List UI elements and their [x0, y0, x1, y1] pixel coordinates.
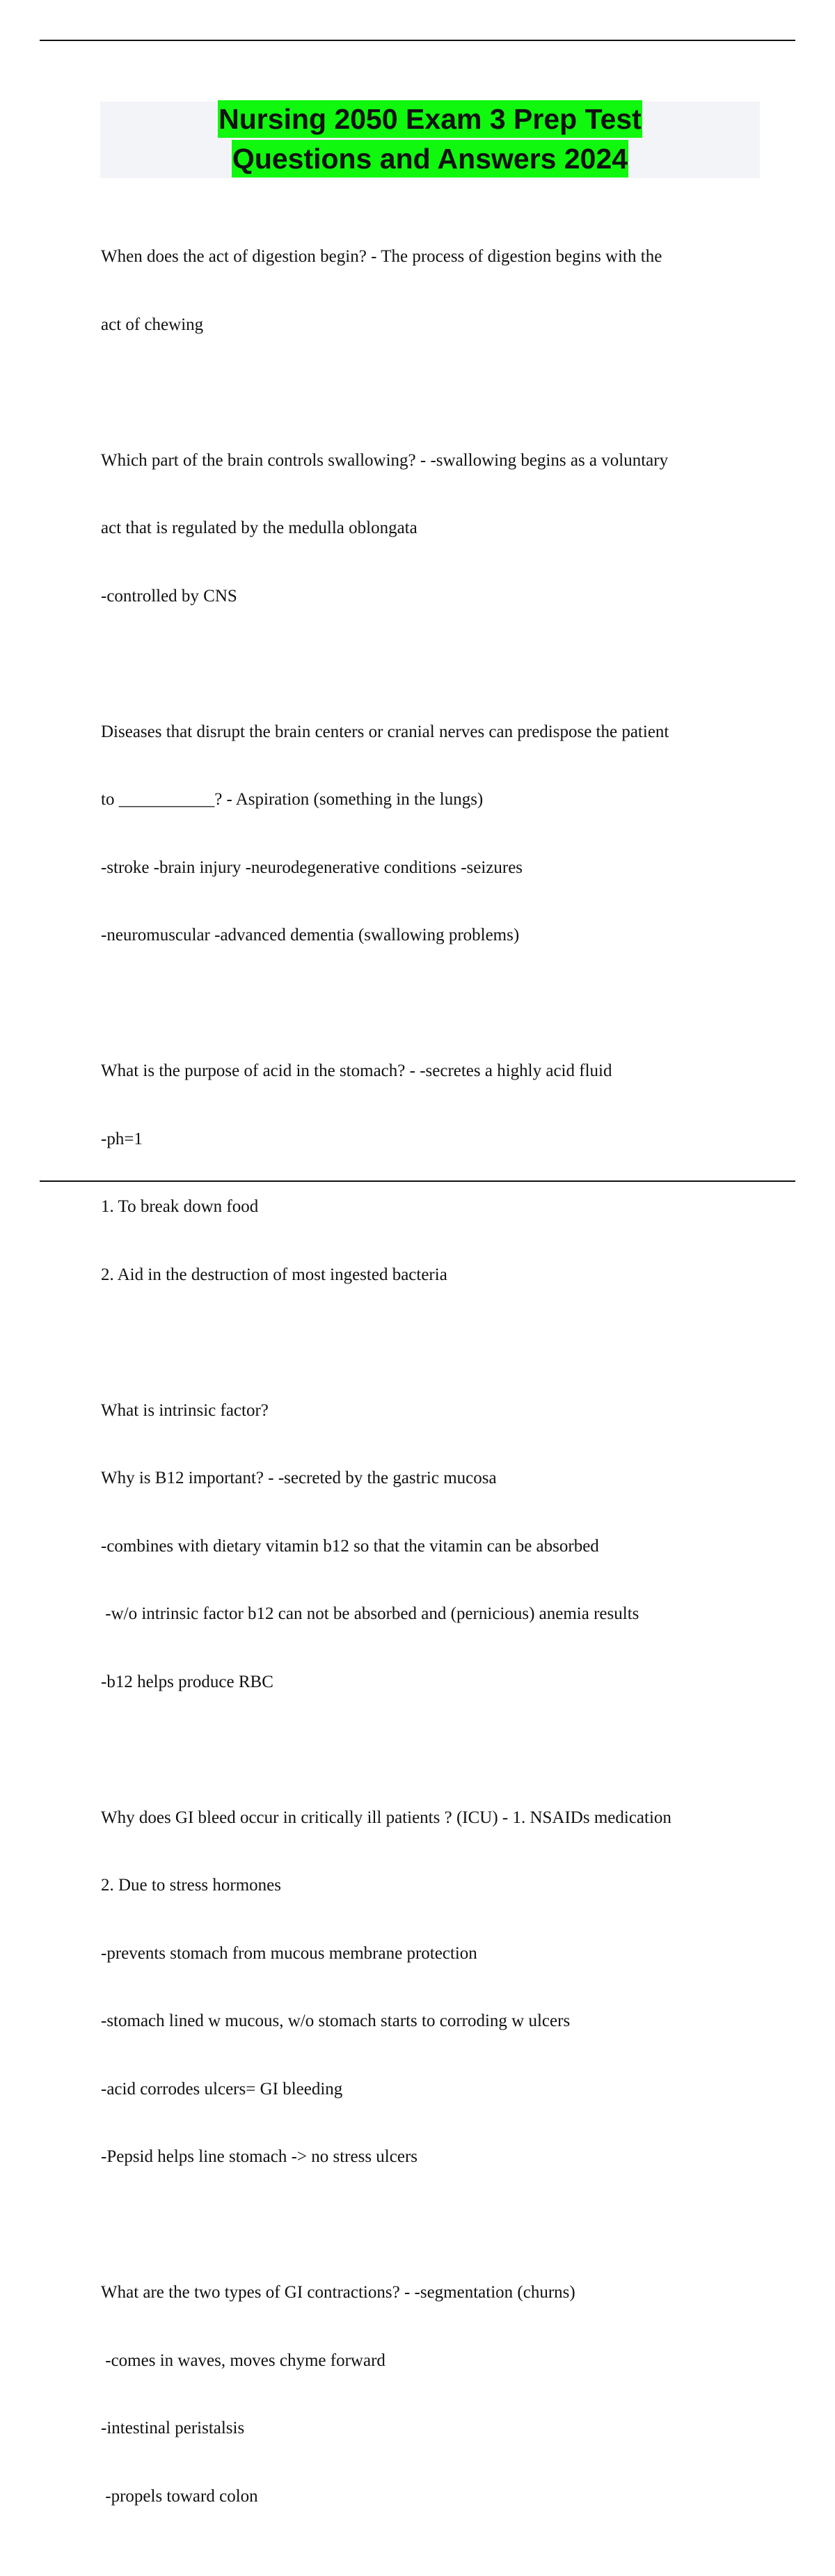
qa-line: -Pepsid helps line stomach -> no stress ulcers: [101, 2147, 418, 2166]
qa-line: -w/o intrinsic factor b12 can not be absorbed and (pernicious) anemia results: [101, 1604, 639, 1623]
qa-line: -b12 helps produce RBC: [101, 1672, 273, 1691]
qa-line: -comes in waves, moves chyme forward: [101, 2350, 385, 2370]
qa-line: -propels toward colon: [101, 2486, 258, 2506]
qa-line: 2. Aid in the destruction of most ingested bacteria: [101, 1265, 447, 1284]
qa-line: When does the act of digestion begin? - The process of digestion begins with the: [101, 247, 662, 266]
document-title: [100, 100, 760, 179]
qa-item-3: [101, 676, 755, 993]
qa-line: -intestinal peristalsis: [101, 2419, 245, 2437]
qa-line: act that is regulated by the medulla oblongata: [101, 519, 418, 537]
top-rule: [40, 40, 795, 41]
qa-line: -controlled by CNS: [101, 586, 237, 606]
qa-line: -combines with dietary vitamin b12 so that the vitamin can be absorbed: [101, 1536, 599, 1556]
qa-line: -prevents stomach from mucous membrane protection: [101, 1943, 477, 1963]
qa-content: [101, 200, 755, 2576]
title-band: [100, 102, 760, 178]
qa-line: 2. Due to stress hormones: [101, 1876, 281, 1895]
qa-line: What is intrinsic factor?: [101, 1400, 269, 1420]
qa-item-1: [101, 200, 755, 381]
qa-line: Why is B12 important? - -secreted by the gastric mucosa: [101, 1469, 497, 1487]
qa-line: Why does GI bleed occur in critically ill patients ? (ICU) - 1. NSAIDs medication: [101, 1808, 671, 1827]
qa-line: What are the two types of GI contractions? - -segmentation (churns): [101, 2283, 575, 2302]
qa-line: to ___________? - Aspiration (something in the lungs): [101, 790, 484, 809]
bottom-rule: [40, 1180, 795, 1182]
qa-line: -stroke -brain injury -neurodegenerative conditions -seizures: [101, 858, 523, 877]
qa-line: act of chewing: [101, 315, 204, 334]
title-line-1: Nursing 2050 Exam 3 Prep Test: [218, 100, 642, 138]
title-line-2: Questions and Answers 2024: [232, 140, 628, 177]
qa-line: -acid corrodes ulcers= GI bleeding: [101, 2079, 343, 2099]
qa-line: Diseases that disrupt the brain centers or cranial nerves can predispose the patient: [101, 722, 669, 741]
qa-line: -neuromuscular -advanced dementia (swallowing problems): [101, 926, 520, 945]
qa-line: -ph=1: [101, 1129, 143, 1148]
qa-item-5: [101, 1354, 755, 1739]
qa-item-7: [101, 2236, 755, 2553]
qa-line: -stomach lined w mucous, w/o stomach starts to corroding w ulcers: [101, 2012, 571, 2030]
qa-item-6: [101, 1762, 755, 2214]
qa-line: 1. To break down food: [101, 1197, 259, 1216]
qa-item-4: [101, 1015, 755, 1332]
qa-line: What is the purpose of acid in the stomach? - -secretes a highly acid fluid: [101, 1061, 612, 1080]
qa-line: Which part of the brain controls swallowing? - -swallowing begins as a voluntary: [101, 450, 669, 470]
qa-item-2: [101, 404, 755, 654]
